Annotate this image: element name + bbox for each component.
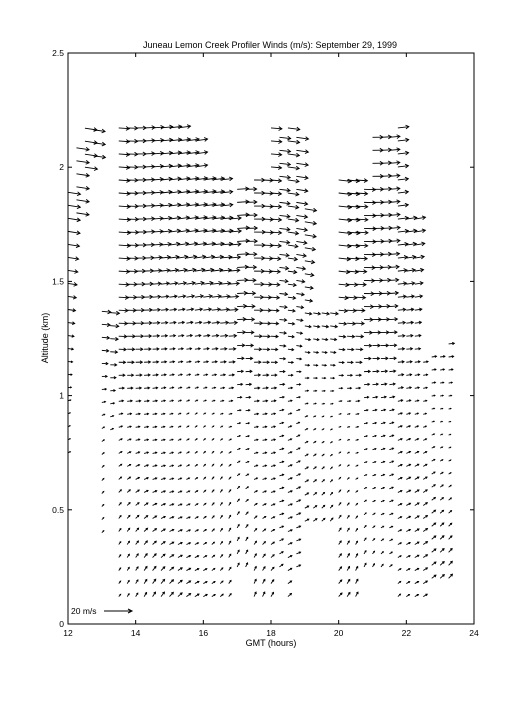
y-axis-label: Altitude (km) — [40, 312, 50, 364]
y-tick-label: 0.5 — [52, 504, 64, 515]
reference-vector-label: 20 m/s — [71, 606, 97, 616]
x-tick-label: 22 — [401, 628, 412, 638]
y-tick-label: 2.5 — [52, 48, 64, 58]
chart-title: Juneau Lemon Creek Profiler Winds (m/s): September 29, 1999 — [142, 40, 398, 50]
x-tick-label: 24 — [469, 628, 479, 638]
x-tick-label: 16 — [198, 628, 209, 638]
y-tick-label: 0 — [59, 619, 64, 629]
x-tick-label: 20 — [333, 628, 344, 638]
y-tick-label: 1.5 — [52, 276, 64, 287]
y-tick-label: 2 — [59, 162, 64, 173]
x-tick-label: 14 — [130, 628, 141, 638]
x-tick-label: 12 — [63, 628, 73, 638]
y-tick-label: 1 — [59, 390, 64, 401]
x-axis-label: GMT (hours) — [245, 638, 297, 648]
x-tick-label: 18 — [266, 628, 276, 638]
